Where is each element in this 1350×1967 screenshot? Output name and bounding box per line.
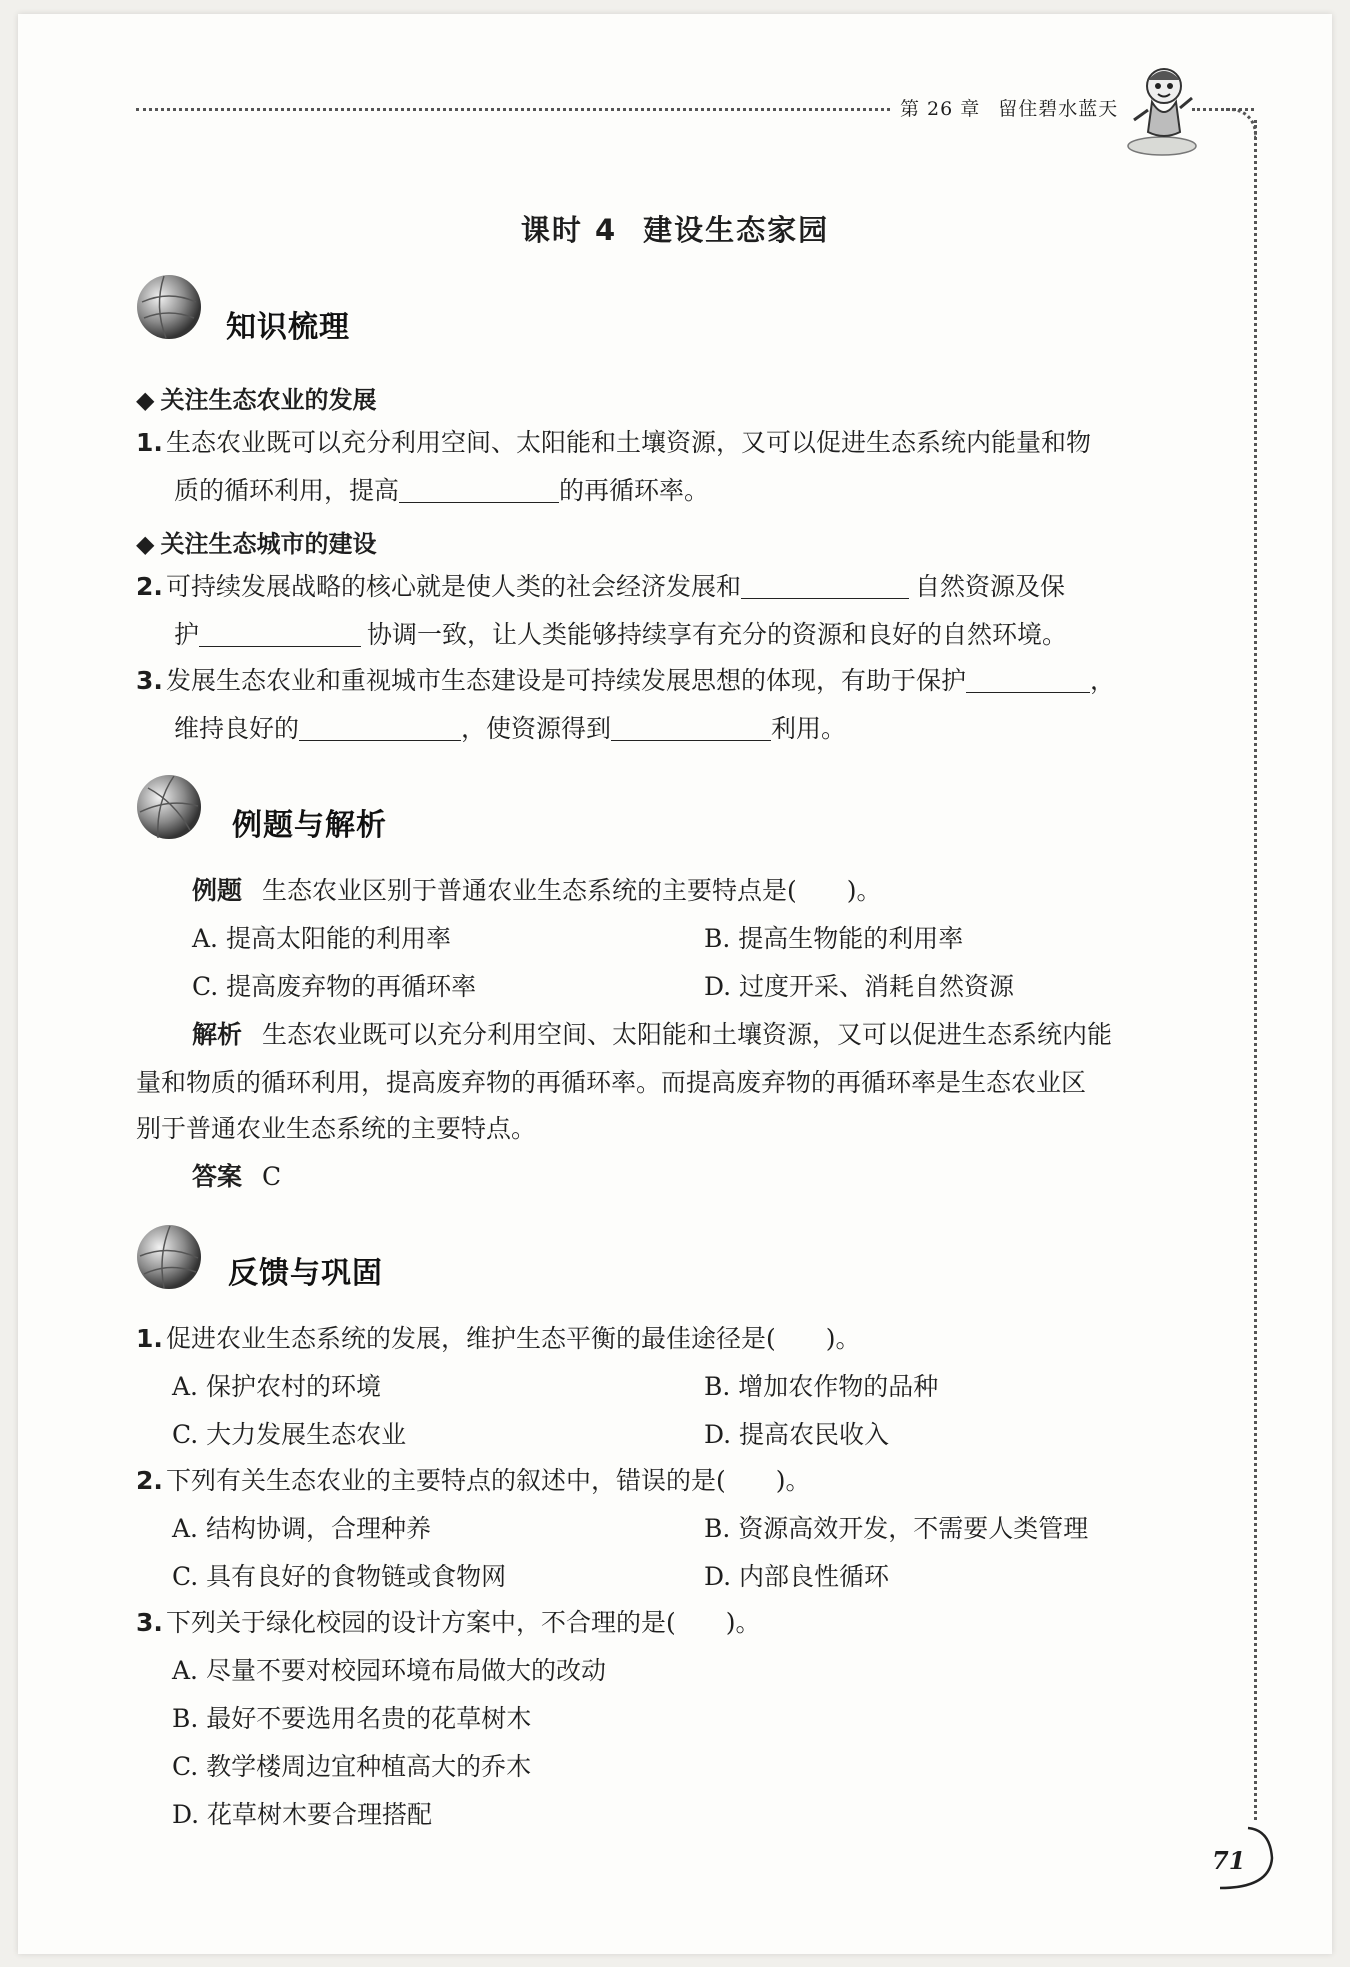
margin-dotted-rule — [1254, 120, 1257, 1820]
question-2-line-2 — [174, 622, 1067, 647]
question-text: 可持续发展战略的核心就是使人类的社会经济发展和 — [166, 572, 742, 601]
question-number: 1. — [136, 428, 163, 457]
globe-icon — [134, 772, 204, 842]
feedback-q1-option-c: C. 大力发展生态农业 — [172, 1420, 407, 1449]
topic-heading-city — [136, 524, 376, 559]
analysis-line-1 — [192, 1022, 1112, 1047]
question-number: 2. — [136, 572, 163, 601]
topic-text: 关注生态农业的发展 — [160, 386, 377, 414]
section-title-feedback: 反馈与巩固 — [228, 1256, 383, 1291]
example-option-b: B. 提高生物能的利用率 — [704, 924, 964, 953]
example-question — [192, 878, 882, 903]
feedback-question-2 — [136, 1468, 811, 1493]
globe-icon — [134, 1222, 204, 1292]
question-text: 自然资源及保 — [915, 572, 1066, 601]
question-2-line-1 — [136, 574, 1065, 599]
question-3-line-2 — [174, 716, 846, 741]
feedback-q1-option-d: D. 提高农民收入 — [704, 1420, 890, 1449]
page-number: 71 — [1212, 1846, 1246, 1875]
analysis-line-2: 量和物质的循环利用，提高废弃物的再循环率。而提高废弃物的再循环率是生态农业区 — [136, 1068, 1087, 1097]
answer-line — [192, 1164, 281, 1189]
answer-blank[interactable] — [966, 670, 1090, 693]
feedback-q3-option-c: C. 教学楼周边宜种植高大的乔木 — [172, 1752, 532, 1781]
globe-icon — [134, 272, 204, 342]
question-text: 生态农业既可以充分利用空间、太阳能和土壤资源，又可以促进生态系统内能量和物 — [166, 428, 1092, 457]
chapter-title: 留住碧水蓝天 — [998, 98, 1119, 120]
lesson-title — [0, 208, 1350, 249]
running-header — [900, 94, 1136, 121]
question-number: 3. — [136, 666, 163, 695]
feedback-q2-option-d: D. 内部良性循环 — [704, 1562, 890, 1591]
section-title-example: 例题与解析 — [232, 808, 387, 843]
question-text: 利用。 — [771, 714, 847, 743]
question-text: 协调一致，让人类能够持续享有充分的资源和良好的自然环境。 — [367, 620, 1068, 649]
question-text: 质的循环利用，提高 — [174, 476, 400, 505]
question-text: ，使资源得到 — [461, 714, 612, 743]
example-option-d: D. 过度开采、消耗自然资源 — [704, 972, 1015, 1001]
answer-label: 答案 — [192, 1162, 243, 1191]
feedback-q3-option-b: B. 最好不要选用名贵的花草树木 — [172, 1704, 532, 1733]
header-dotted-rule-right — [1192, 108, 1254, 111]
answer-value: C — [262, 1162, 282, 1191]
feedback-q1-option-b: B. 增加农作物的品种 — [704, 1372, 939, 1401]
question-1-line-2 — [174, 478, 709, 503]
question-text: 的再循环率。 — [559, 476, 710, 505]
question-3-line-1 — [136, 668, 1115, 693]
chapter-number: 第 26 章 — [900, 98, 981, 120]
header-dotted-rule — [136, 108, 890, 111]
lesson-label: 课时 4 — [520, 213, 618, 247]
example-option-c: C. 提高废弃物的再循环率 — [192, 972, 477, 1001]
question-text: 下列关于绿化校园的设计方案中，不合理的是( )。 — [166, 1608, 761, 1637]
topic-heading-agriculture — [136, 380, 376, 415]
feedback-q3-option-a: A. 尽量不要对校园环境布局做大的改动 — [172, 1656, 606, 1685]
analysis-text: 生态农业既可以充分利用空间、太阳能和土壤资源，又可以促进生态系统内能 — [262, 1020, 1113, 1049]
feedback-q2-option-a: A. 结构协调，合理种养 — [172, 1514, 431, 1543]
example-label: 例题 — [192, 876, 243, 905]
answer-blank[interactable] — [741, 576, 909, 599]
example-question-text: 生态农业区别于普通农业生态系统的主要特点是( )。 — [262, 876, 882, 905]
diamond-bullet-icon: ◆ — [136, 530, 155, 558]
analysis-line-3: 别于普通农业生态系统的主要特点。 — [136, 1114, 537, 1143]
mascot-icon — [1122, 62, 1202, 158]
answer-blank[interactable] — [611, 718, 771, 741]
question-text: 护 — [174, 620, 200, 649]
question-number: 2. — [136, 1466, 163, 1495]
question-text: 促进农业生态系统的发展，维护生态平衡的最佳途径是( )。 — [166, 1324, 861, 1353]
feedback-q1-option-a: A. 保护农村的环境 — [172, 1372, 381, 1401]
question-1-line-1 — [136, 430, 1091, 455]
answer-blank[interactable] — [199, 624, 361, 647]
question-number: 1. — [136, 1324, 163, 1353]
question-number: 3. — [136, 1608, 163, 1637]
answer-blank[interactable] — [299, 718, 461, 741]
answer-blank[interactable] — [399, 480, 559, 503]
feedback-question-1 — [136, 1326, 861, 1351]
topic-text: 关注生态城市的建设 — [160, 530, 377, 558]
section-title-knowledge: 知识梳理 — [226, 310, 350, 345]
example-option-a: A. 提高太阳能的利用率 — [192, 924, 451, 953]
feedback-q2-option-c: C. 具有良好的食物链或食物网 — [172, 1562, 507, 1591]
question-text: 下列有关生态农业的主要特点的叙述中，错误的是( )。 — [166, 1466, 811, 1495]
diamond-bullet-icon: ◆ — [136, 386, 155, 414]
analysis-label: 解析 — [192, 1020, 243, 1049]
question-text: 发展生态农业和重视城市生态建设是可持续发展思想的体现，有助于保护 — [166, 666, 967, 695]
question-text: ， — [1090, 666, 1116, 695]
question-text: 维持良好的 — [174, 714, 300, 743]
feedback-q2-option-b: B. 资源高效开发，不需要人类管理 — [704, 1514, 1089, 1543]
lesson-name: 建设生态家园 — [643, 213, 830, 247]
feedback-q3-option-d: D. 花草树木要合理搭配 — [172, 1800, 433, 1829]
feedback-question-3 — [136, 1610, 761, 1635]
